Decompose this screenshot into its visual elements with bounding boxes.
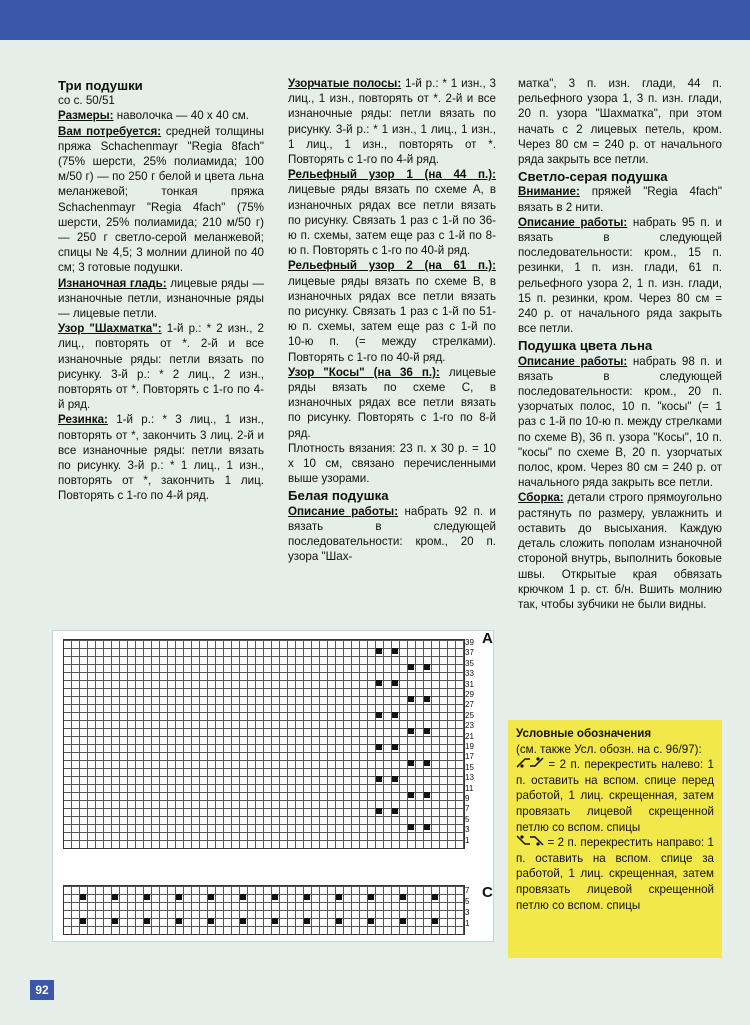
row-number: 23 <box>465 721 474 731</box>
chart-a-stitch <box>392 680 398 686</box>
cross-right-icon <box>516 835 544 846</box>
chart-a-stitch <box>408 760 414 766</box>
rib-label: Резинка: <box>58 413 108 427</box>
row-number: 25 <box>465 710 474 720</box>
sizes-paragraph <box>58 108 264 123</box>
row-number: 35 <box>465 658 474 668</box>
chart-a-stitch <box>376 744 382 750</box>
chart-a-stitch <box>408 792 414 798</box>
chart-a-stitch <box>424 792 430 798</box>
row-number: 27 <box>465 700 474 710</box>
chart-c-stitch <box>400 894 406 900</box>
relief1-text: лицевые ряды вязать по схеме А, в изнаночных рядах все петли вязать по рисунку. Связать 1 раз с 1-й по 36-ю п. схемы, затем еще раз с 1-й по 8-ю п. Повторять с 1-го по 40-й ряд. <box>288 183 496 258</box>
chart-a-stitch <box>408 664 414 670</box>
row-number: 13 <box>465 773 474 783</box>
chart-a-stitch <box>424 728 430 734</box>
chart-a-stitch <box>392 744 398 750</box>
row-number: 5 <box>465 897 470 906</box>
chart-a-stitch <box>376 776 382 782</box>
chart-a-stitch <box>376 712 382 718</box>
legend-title: Условные обозначения <box>516 727 652 740</box>
chart-a-label: A <box>482 630 493 647</box>
row-number: 9 <box>465 794 470 803</box>
grey-desc-text: набрать 95 п. и вязать в следующей последовательности: кром., 15 п. резинки, 1 п. изн. глади, 61 п. рельефного узора 2, 1 п. изн. глади, 15 п. резинки, кром. Через 80 см = 240 р. от начального ряда закрыть все петли. <box>518 215 722 336</box>
sizes-label: Размеры: <box>58 109 114 123</box>
materials-text: средней толщины пряжа Schachenmayr "Regia 8fach" (75% шерсти, 25% полиамида; 100 м/50 г) — по 250 г белой и цвета льна меланжевой; тонкая пряжа Schachenmayr "Regia 4fach" (75% шерсти, 25% полиамида; 210 м/50 г) — 250 г светло-серой меланжевой; спицы № 4,5; 3 молнии длиной по 40 см; 3 готовые подушки. <box>58 124 264 275</box>
chart-c-stitch <box>336 918 342 924</box>
white-pillow-title: Белая подушка <box>288 488 389 504</box>
row-number: 29 <box>465 690 474 699</box>
row-number: 7 <box>465 886 470 895</box>
chart-a-stitch <box>376 808 382 814</box>
chart-c-label: C <box>482 884 493 901</box>
white-desc-text: набрать 92 п. и вязать в следующей последовательности: кром., 20 п. узора "Шах- <box>288 504 496 564</box>
chart-a-stitch <box>392 712 398 718</box>
chart-a-stitch <box>408 824 414 830</box>
chart-a-stitch <box>424 664 430 670</box>
chart-c-stitch <box>112 894 118 900</box>
row-number: 5 <box>465 814 470 824</box>
chart-c-stitch <box>112 918 118 924</box>
page-reference: со с. 50/51 <box>58 94 115 108</box>
chart-c-stitch <box>80 918 86 924</box>
row-number: 19 <box>465 742 474 751</box>
assembly-paragraph <box>518 490 722 612</box>
pillows-title: Три подушки <box>58 78 143 93</box>
chart-c-stitch <box>176 918 182 924</box>
purl-text: лицевые ряды — изнаночные петли, изнаночные ряды — лицевые петли. <box>58 276 264 321</box>
chart-c-stitch <box>400 918 406 924</box>
chart-c-stitch <box>208 894 214 900</box>
linen-desc-label: Описание работы: <box>518 354 628 368</box>
materials-label: Вам потребуется: <box>58 124 162 138</box>
purl-label: Изнаночная гладь: <box>58 276 167 290</box>
linen-pillow-title: Подушка цвета льна <box>518 338 653 354</box>
top-color-band <box>0 0 750 40</box>
sizes-text: наволочка — 40 х 40 см. <box>113 109 249 123</box>
chart-c-stitch <box>240 918 246 924</box>
chart-c-stitch <box>432 918 438 924</box>
row-number: 7 <box>465 804 470 814</box>
row-number: 1 <box>465 919 470 928</box>
chart-a-stitch <box>408 696 414 702</box>
stripes-text: 1-й р.: * 1 изн., 3 лиц., 1 изн., повторять от *. 2-й и все изнаночные ряды: петли вязать по рисунку. 3-й р.: * 1 изн., 1 лиц., 1 изн., 1 лиц., 1 изн., повторять от *. Повторять с 1-го по 4-й ряд. <box>288 77 496 167</box>
chart-a-stitch <box>424 696 430 702</box>
chart-c-grid <box>63 885 465 935</box>
row-number: 3 <box>465 908 470 917</box>
grey-desc-label: Описание работы: <box>518 215 628 229</box>
chart-a-stitch <box>424 760 430 766</box>
legend-item-left-text: = 2 п. перекрестить налево: 1 п. оставить на вспом. спице перед работой, 1 лиц. скрещенная, затем провязать лицевой скрещенной петлю со вспом. спицы <box>516 758 714 834</box>
chart-a-stitch <box>392 648 398 654</box>
relief2-paragraph <box>288 258 496 364</box>
chess-paragraph <box>58 321 264 412</box>
chess-label: Узор "Шахматка": <box>58 322 162 336</box>
linen-desc-paragraph <box>518 354 722 491</box>
relief2-label: Рельефный узор 2 (на 61 п.): <box>288 259 496 273</box>
assembly-text: детали строго прямоугольно растянуть по размеру, увлажнить и оставить до высыхания. Каждую деталь сложить пополам изнаночной стороной внутрь, выполнить боковые швы. Открытые края обвязать крючком 1 р. ст. б/н. Вшить молнию так, чтобы зубчики не были видны. <box>518 491 722 611</box>
row-number: 39 <box>465 638 474 647</box>
white-desc-continued: матка", 3 п. изн. глади, 44 п. рельефного узора 1, 3 п. изн. глади, 20 п. узора "Шахматка", при этом начать с 2 лицевых петель, кром. Через 80 см = 240 р. от начального ряда закрыть все петли. <box>518 77 722 167</box>
attention-paragraph <box>518 184 722 214</box>
relief1-label: Рельефный узор 1 (на 44 п.): <box>288 168 496 182</box>
row-number: 1 <box>465 835 470 845</box>
grey-desc-paragraph <box>518 215 722 337</box>
chart-c-stitch <box>240 894 246 900</box>
white-desc-label: Описание работы: <box>288 504 399 518</box>
chart-a-stitch <box>408 728 414 734</box>
chart-c-stitch <box>208 918 214 924</box>
row-number: 17 <box>465 752 474 762</box>
braids-label: Узор "Косы" (на 36 п.): <box>288 365 440 379</box>
relief2-text: лицевые ряды вязать по схеме В, в изнаночных рядах все петли вязать по рисунку. Связать 1 раз с 1-й по 51-ю п. схемы, затем еще раз с 1-й по 10-ю п. (= между стрелками). Повторять с 1-го по 40-й ряд. <box>288 274 496 364</box>
rib-paragraph <box>58 412 264 503</box>
chart-c-stitch <box>144 918 150 924</box>
row-number: 37 <box>465 648 474 658</box>
legend-subtitle: (см. также Усл. обозн. на с. 96/97): <box>516 742 702 756</box>
chart-a-stitch <box>376 680 382 686</box>
chart-c-stitch <box>80 894 86 900</box>
chart-c-stitch <box>368 894 374 900</box>
chart-c-stitch <box>304 918 310 924</box>
stripes-paragraph <box>288 76 496 167</box>
knitting-chart <box>52 630 494 942</box>
chart-c-stitch <box>432 894 438 900</box>
assembly-label: Сборка: <box>518 491 564 505</box>
chart-a-grid <box>63 639 465 849</box>
white-desc-paragraph <box>288 504 496 565</box>
column-1 <box>58 76 264 504</box>
rib-text: 1-й р.: * 3 лиц., 1 изн., повторять от *, закончить 3 лиц. 2-й и все изнаночные ряды: петли вязать по рисунку. 3-й р.: * 1 лиц., 1 изн., повторять от *, закончить 1 лиц. Повторять с 1-го по 4-й ряд. <box>58 413 264 503</box>
chart-c-stitch <box>144 894 150 900</box>
attention-label: Внимание: <box>518 185 580 199</box>
column-2 <box>288 76 496 565</box>
cross-left-icon <box>516 757 544 768</box>
chart-a-stitch <box>424 824 430 830</box>
braids-paragraph <box>288 365 496 441</box>
page-number: 92 <box>30 980 54 1000</box>
chart-c-stitch <box>336 894 342 900</box>
legend-box <box>508 720 722 958</box>
grey-pillow-title: Светло-серая подушка <box>518 169 668 185</box>
relief1-paragraph <box>288 167 496 258</box>
chart-c-stitch <box>272 918 278 924</box>
row-number: 21 <box>465 731 474 741</box>
linen-desc-text: набрать 98 п. и вязать в следующей последовательности: кром., 20 п. узорчатых полос, 10 п. "косы" (= 1 раз с 1-й по 10-ю п. между стрелками по схеме В), 36 п. узора "Косы", 10 п. "косы" по схеме В, 20 п. узорчатых полос, кром. Через 80 см = 240 р. от начального ряда закрыть все петли. <box>518 354 722 490</box>
row-number: 33 <box>465 669 474 679</box>
chart-c-stitch <box>304 894 310 900</box>
chart-a-stitch <box>392 808 398 814</box>
chart-a-stitch <box>392 776 398 782</box>
row-number: 31 <box>465 679 474 689</box>
row-number: 3 <box>465 825 470 835</box>
row-number: 15 <box>465 762 474 772</box>
legend-item-right-text: = 2 п. перекрестить направо: 1 п. оставить на вспом. спице за работой, 1 лиц. скрещенная, затем провязать лицевой скрещенной петлю со вспом. спицы <box>516 836 714 912</box>
chart-c-stitch <box>272 894 278 900</box>
materials-paragraph <box>58 124 264 276</box>
row-number: 11 <box>465 783 474 793</box>
attention-text: пряжей "Regia 4fach" вязать в 2 нити. <box>518 185 722 214</box>
chart-c-stitch <box>176 894 182 900</box>
density-paragraph: Плотность вязания: 23 п. х 30 р. = 10 х 10 см, связано перечисленными выше узорами. <box>288 441 496 486</box>
braids-text: лицевые ряды вязать по схеме С, в изнаночных рядах все петли вязать по рисунку. Повторять с 1-го по 8-й ряд. <box>288 365 496 440</box>
purl-paragraph <box>58 276 264 322</box>
chess-text: 1-й р.: * 2 изн., 2 лиц., повторять от *. 2-й и все изнаночные ряды: петли вязать по рисунку. 3-й р.: * 2 лиц., 2 изн., повторять от *. Повторять с 1-го по 4-й ряд. <box>58 322 264 412</box>
legend-item-right-cross <box>516 835 714 913</box>
chart-a-stitch <box>376 648 382 654</box>
column-3 <box>518 76 722 612</box>
chart-c-stitch <box>368 918 374 924</box>
legend-item-left-cross <box>516 757 714 835</box>
stripes-label: Узорчатые полосы: <box>288 77 402 90</box>
